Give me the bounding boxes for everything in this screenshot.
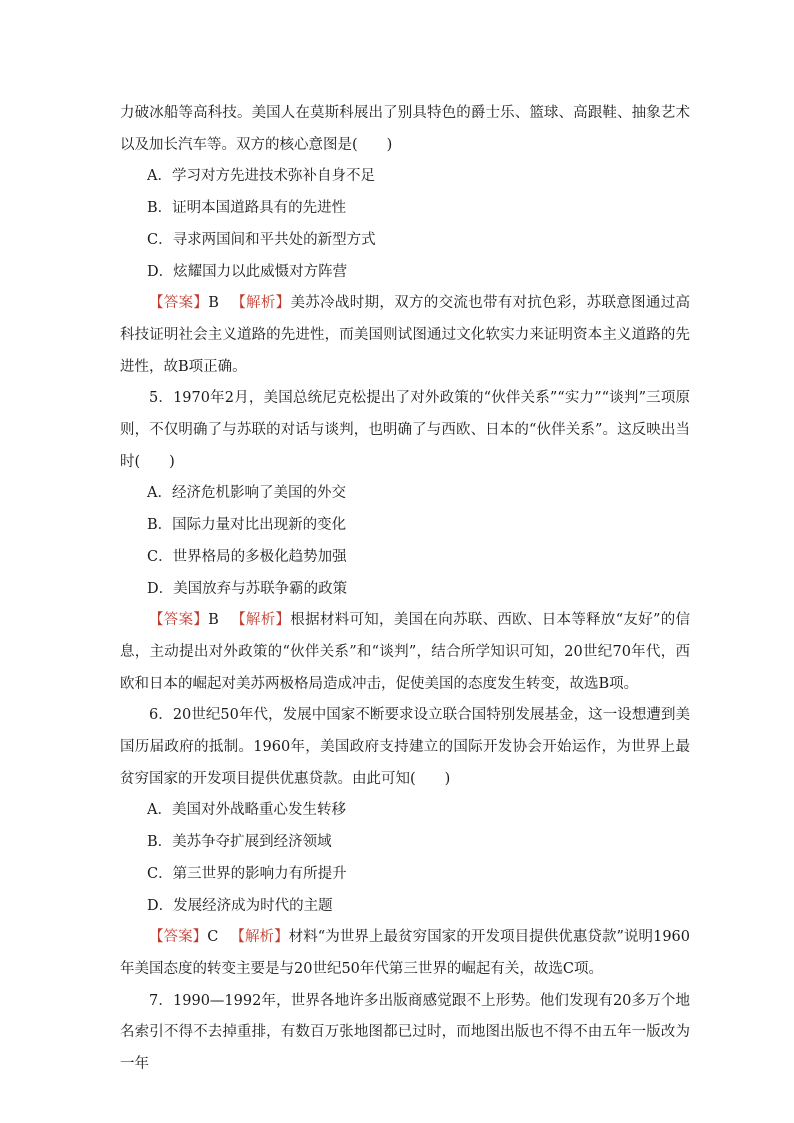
q5-stem: 5．1970年2月，美国总统尼克松提出了对外政策的“伙伴关系”“实力”“谈判”三项原则，不仅明确了与苏联的对话与谈判，也明确了与西欧、日本的“伙伴关系”。这反映出当时( ) <box>120 390 690 470</box>
q4-answer: B <box>208 295 219 312</box>
q5-option-b: B．国际力量对比出现新的变化 <box>147 517 347 534</box>
q6-option-d: D．发展经济成为时代的主题 <box>147 897 333 914</box>
q5-analysis: 根据材料可知，美国在向苏联、西欧、日本等释放“友好”的信息，主动提出对外政策的“伙伴关系”和“谈判”，结合所学知识可知，20世纪70年代，西欧和日本的崛起对美苏两极格局造成冲击，促使美国的态度发生转变，故选B项。 <box>120 612 691 692</box>
document-body <box>120 98 690 1081</box>
q6-analysis-tag: 【解析】 <box>230 929 289 946</box>
q6-analysis: 材料“为世界上最贫穷国家的开发项目提供优惠贷款”说明1960年美国态度的转变主要是与20世纪50年代第三世界的崛起有关，故选C项。 <box>120 929 690 977</box>
q5-analysis-tag: 【解析】 <box>230 612 291 629</box>
q4-stem-continuation: 力破冰船等高科技。美国人在莫斯科展出了别具特色的爵士乐、篮球、高跟鞋、抽象艺术以及加长汽车等。双方的核心意图是( ) <box>120 105 690 153</box>
q5-option-a: A．经济危机影响了美国的外交 <box>147 485 346 502</box>
q6-option-c: C．第三世界的影响力有所提升 <box>147 865 347 882</box>
q5-answer-block <box>120 605 690 700</box>
q4-option-a: A．学习对方先进技术弥补自身不足 <box>147 168 375 185</box>
q5-answer: B <box>208 612 219 629</box>
q6-options <box>120 795 690 922</box>
q5-option-c: C．世界格局的多极化趋势加强 <box>147 548 347 565</box>
q5-options <box>120 478 690 605</box>
q5-answer-tag: 【答案】 <box>149 612 209 629</box>
q4-option-b: B．证明本国道路具有的先进性 <box>147 200 347 217</box>
q4-answer-tag: 【答案】 <box>149 295 209 312</box>
q7-stem: 7．1990—1992年，世界各地许多出版商感觉跟不上形势。他们发现有20多万个地名索引不得不去掉重排，有数百万张地图都已过时，而地图出版也不得不由五年一版改为一年 <box>120 992 690 1073</box>
q6-answer: C <box>207 929 219 946</box>
q5-option-d: D．美国放弃与苏联争霸的政策 <box>147 580 348 597</box>
q4-options <box>120 161 690 288</box>
q4-analysis: 美苏冷战时期，双方的交流也带有对抗色彩，苏联意图通过高科技证明社会主义道路的先进性，而美国则试图通过文化软实力来证明资本主义道路的先进性，故B项正确。 <box>120 295 691 375</box>
q6-answer-block <box>120 922 690 985</box>
q4-answer-block <box>120 288 690 383</box>
q6-answer-tag: 【答案】 <box>149 929 208 946</box>
q4-option-d: D．炫耀国力以此威慑对方阵营 <box>147 263 348 280</box>
q4-option-c: C．寻求两国间和平共处的新型方式 <box>147 231 376 248</box>
q4-analysis-tag: 【解析】 <box>230 295 291 312</box>
q6-stem: 6．20世纪50年代，发展中国家不断要求设立联合国特别发展基金，这一设想遭到美国历届政府的抵制。1960年，美国政府支持建立的国际开发协会开始运作，为世界上最贫穷国家的开发项目提供优惠贷款。由此可知( ) <box>120 707 690 787</box>
q6-option-b: B．美苏争夺扩展到经济领域 <box>147 834 332 851</box>
q6-option-a: A．美国对外战略重心发生转移 <box>147 802 346 819</box>
